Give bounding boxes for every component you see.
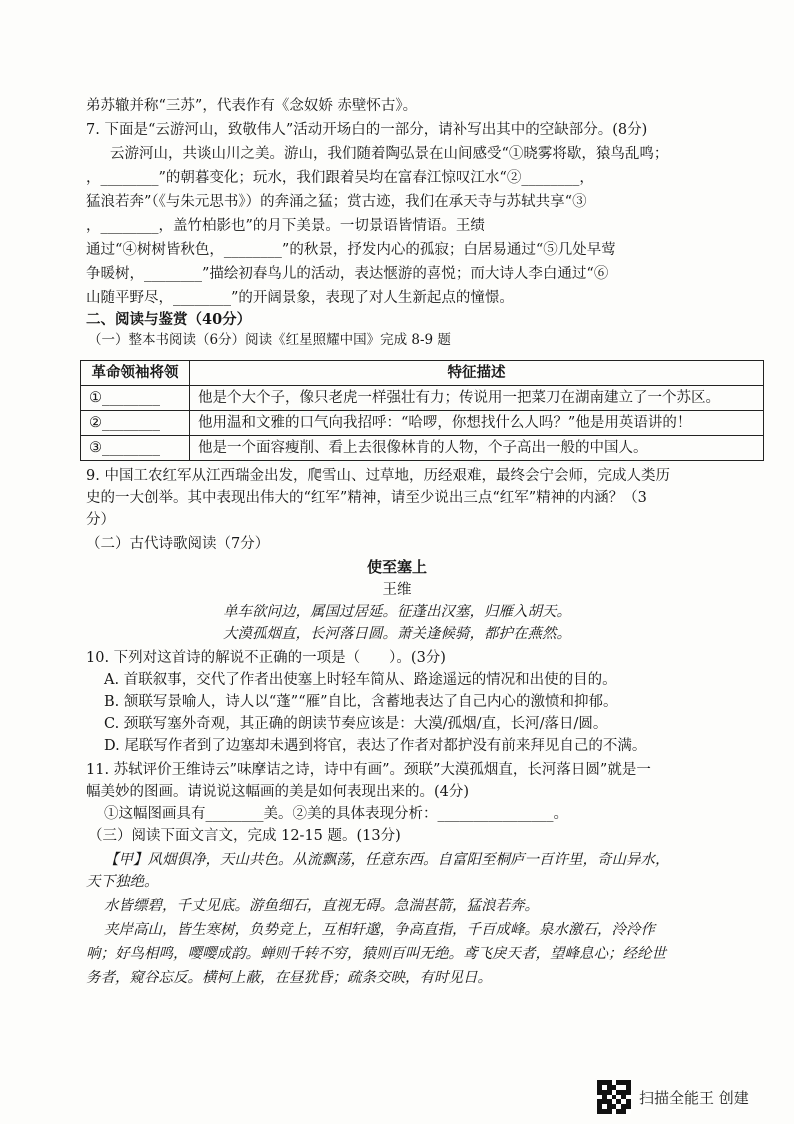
- feature-description: 他用温和文雅的口气向我招呼：“哈啰，你想找什么人吗？”他是用英语讲的！: [190, 411, 764, 436]
- question-7-line: 猛浪若奔”（《与朱元思书》）的奔涌之猛；赏古迹，我们在承天寺与苏轼共享“③: [86, 194, 587, 210]
- classical-text-line: 水皆缥碧，千丈见底。游鱼细石，直视无碍。急湍甚箭，猛浪若奔。: [104, 898, 539, 914]
- classical-text-line: 天下独绝。: [86, 874, 159, 890]
- classical-text-line: 夹岸高山，皆生寒树，负势竞上，互相轩邈，争高直指，千百成峰。泉水激石，泠泠作: [104, 922, 655, 938]
- question-7-line: ，________”的朝暮变化；玩水，我们跟着吴均在富春江惊叹江水“②________，: [86, 170, 594, 186]
- table-header-leader: 革命领袖将领: [81, 361, 190, 386]
- question-7-line: 山随平野尽，________”的开阔景象，表现了对人生新起点的憧憬。: [86, 290, 514, 306]
- feature-description: 他是个大个子，像只老虎一样强壮有力；传说用一把菜刀在湖南建立了一个苏区。: [190, 386, 764, 411]
- table-row: [81, 386, 764, 411]
- watermark-text: 扫描全能王 创建: [639, 1088, 749, 1107]
- qr-code-icon: [597, 1080, 631, 1114]
- poem-author: 王维: [382, 582, 412, 598]
- poem-line: 大漠孤烟直，长河落日圆。萧关逢候骑，都护在燕然。: [223, 626, 571, 642]
- classical-text-line: 务者，窥谷忘反。横柯上蔽，在昼犹昏；疏条交映，有时见日。: [86, 970, 492, 986]
- question-7-line: 云游河山，共谈山川之美。游山，我们随着陶弘景在山间感受“①晓雾将歇，猿鸟乱鸣；: [110, 146, 669, 162]
- poem-line: 单车欲问边，属国过居延。征蓬出汉塞，归雁入胡天。: [223, 604, 571, 620]
- question-7-heading: 7. 下面是“云游河山，致敬伟人”活动开场白的一部分，请补写出其中的空缺部分。(8分): [86, 122, 648, 138]
- table-header-description: 特征描述: [190, 361, 764, 386]
- option-b: B. 颔联写景喻人，诗人以“蓬”“雁”自比，含蓄地表达了自己内心的激愤和抑郁。: [104, 694, 618, 710]
- question-7-line: ，________，盖竹柏影也”的月下美景。一切景语皆情语。王绩: [86, 218, 485, 234]
- table-row: [81, 411, 764, 436]
- table-header-row: [81, 361, 764, 386]
- feature-description: 他是一个面容瘦削、看上去很像林肯的人物，个子高出一般的中国人。: [190, 436, 764, 461]
- option-a: A. 首联叙事，交代了作者出使塞上时轻车简从、路途遥远的情况和出使的目的。: [104, 672, 617, 688]
- question-10-heading: 10. 下列对这首诗的解说不正确的一项是（ ）。(3分): [86, 650, 446, 666]
- question-7-line: 通过“④树树皆秋色，________”的秋景，抒发内心的孤寂；白居易通过“⑤几处早莺: [86, 242, 616, 258]
- option-c: C. 颈联写塞外奇观，其正确的朗读节奏应该是：大漠/孤烟/直，长河/落日/圆。: [104, 716, 608, 732]
- classical-text-line: 响；好鸟相鸣，嘤嘤成韵。蝉则千转不穷，猿则百叫无绝。鸢飞戾天者，望峰息心；经纶世: [86, 946, 666, 962]
- subsection-2-heading: （二）古代诗歌阅读（7分）: [86, 536, 270, 552]
- question-9-line: 史的一大创举。其中表现出伟大的“红军”精神，请至少说出三点“红军”精神的内涵？（3: [86, 490, 647, 506]
- question-11-answer-line: ①这幅图画具有________美。②美的具体表现分析：________________。: [104, 806, 568, 822]
- option-d: D. 尾联写作者到了边塞却未遇到将官，表达了作者对都护没有前来拜见自己的不满。: [104, 738, 647, 754]
- scanner-watermark: [597, 1080, 749, 1114]
- text-line-intro: 弟苏辙并称“三苏”，代表作有《念奴娇 赤壁怀古》。: [86, 98, 418, 114]
- subsection-1-heading: （一）整本书阅读（6分）阅读《红星照耀中国》完成 8-9 题: [88, 332, 451, 348]
- question-9-line: 分）: [86, 512, 115, 528]
- answer-blank-1: ①________: [81, 386, 190, 411]
- question-11-line: 幅美妙的图画。请说说这幅画的美是如何表现出来的。(4分): [86, 784, 470, 800]
- question-9-line: 9. 中国工农红军从江西瑞金出发，爬雪山、过草地，历经艰难，最终会宁会师，完成人类历: [86, 468, 670, 484]
- answer-blank-3: ③________: [81, 436, 190, 461]
- question-7-line: 争暖树，________”描绘初春鸟儿的活动，表达惬游的喜悦；而大诗人李白通过“⑥: [86, 266, 609, 282]
- poem-title: 使至塞上: [366, 558, 427, 576]
- question-11-line: 11. 苏轼评价王维诗云”味摩诘之诗，诗中有画”。颈联”大漠孤烟直，长河落日圆”就是一: [86, 762, 651, 778]
- table-row: [81, 436, 764, 461]
- answer-blank-2: ②________: [81, 411, 190, 436]
- section-2-heading: 二、阅读与鉴赏（40分）: [86, 311, 252, 328]
- classical-text-line: 【甲】风烟俱净，天山共色。从流飘荡，任意东西。自富阳至桐庐一百许里，奇山异水，: [104, 852, 670, 868]
- character-feature-table: [80, 360, 764, 461]
- subsection-3-heading: （三）阅读下面文言文，完成 12-15 题。(13分): [88, 828, 401, 844]
